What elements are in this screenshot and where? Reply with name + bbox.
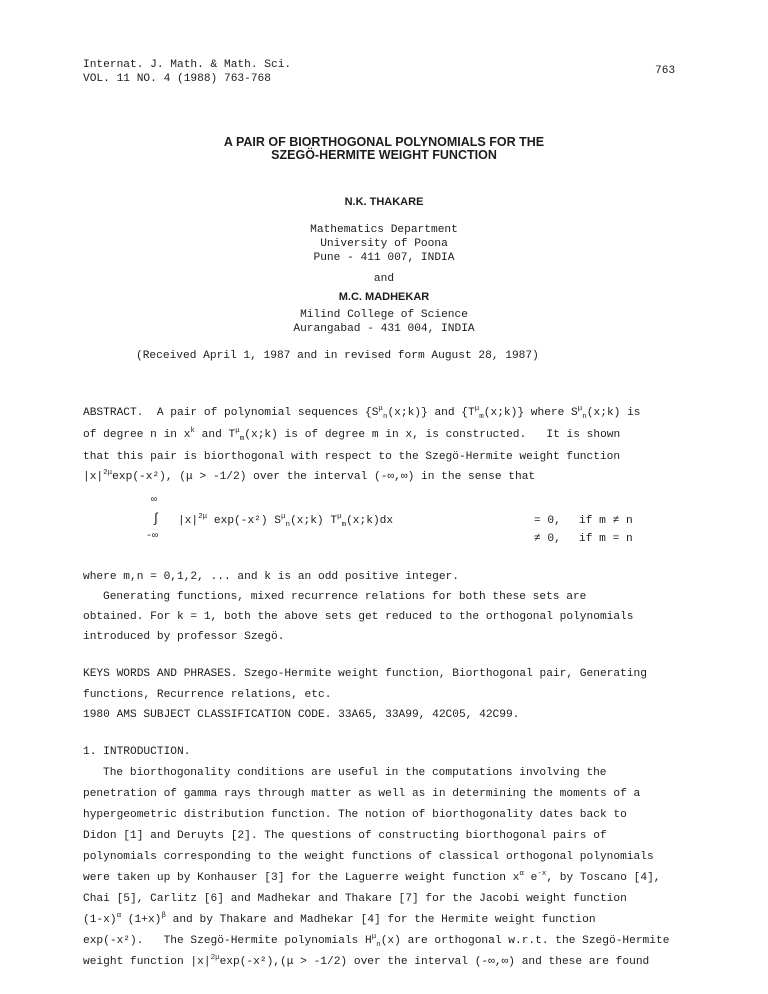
equation-condition-equal: if m = n: [579, 533, 633, 545]
and-connector: and: [373, 273, 395, 285]
page-number: 763: [655, 65, 676, 77]
equation-result-nonzero: ≠ 0,: [534, 533, 561, 545]
author2-affiliation-line2: Aurangabad - 431 004, INDIA: [293, 323, 475, 335]
journal-name: Internat. J. Math. & Math. Sci.: [83, 59, 292, 71]
author2-name: M.C. MADHEKAR: [338, 291, 430, 303]
received-date: (Received April 1, 1987 and in revised form August 28, 1987): [136, 350, 539, 362]
equation-condition-unequal: if m ≠ n: [579, 515, 633, 527]
intro-line6: were taken up by Konhauser [3] for the Laguerre weight function $x^\alpha$ $e^{-x}$, by Toscano [4],: [83, 870, 661, 884]
integral-lower-limit: -∞: [146, 531, 159, 542]
intro-line5: polynomials corresponding to the weight functions of classical orthogonal polynomials: [83, 851, 654, 863]
equation-result-zero: = 0,: [534, 515, 561, 527]
abstract-line3: that this pair is biorthogonal with respect to the Szegö-Hermite weight function: [83, 451, 621, 463]
integral-upper-limit: ∞: [151, 495, 158, 506]
integral-sign: ∫: [152, 511, 160, 526]
abstract-para2-line2: obtained. For k = 1, both the above sets get reduced to the orthogonal polynomials: [83, 611, 634, 623]
abstract-line4: $|x|^{2\mu}\exp(-x^2)$, (μ > -1/2) over the interval (-∞,∞) in the sense that: [83, 469, 536, 483]
integral-expression: $|x|^{2\mu}$ exp(-x²) $S^\mu_n(x;k)$ $T^\mu_m(x;k)dx$: [178, 513, 394, 529]
author2-affiliation-line1: Milind College of Science: [300, 309, 468, 321]
abstract-where-line: where m,n = 0,1,2, ... and k is an odd positive integer.: [83, 571, 459, 583]
author1-affiliation-line3: Pune - 411 007, INDIA: [313, 252, 455, 264]
intro-line4: Didon [1] and Deruyts [2]. The questions of constructing biorthogonal pairs of: [83, 830, 607, 842]
intro-line7: Chai [5], Carlitz [6] and Madhekar and Thakare [7] for the Jacobi weight function: [83, 893, 627, 905]
keywords-line1: KEYS WORDS AND PHRASES. Szego-Hermite weight function, Biorthogonal pair, Generating: [83, 668, 647, 680]
author1-affiliation-line2: University of Poona: [320, 238, 448, 250]
ams-classification: 1980 AMS SUBJECT CLASSIFICATION CODE. 33A65, 33A99, 42C05, 42C99.: [83, 709, 520, 721]
journal-volume: VOL. 11 NO. 4 (1988) 763-768: [83, 73, 271, 85]
intro-line9: exp(-x²). The Szegö-Hermite polynomials $H^\mu_n(x)$ are orthogonal w.r.t. the Szegö-Hermite: [83, 933, 670, 949]
author1-affiliation-line1: Mathematics Department: [310, 224, 458, 236]
author1-name: N.K. THAKARE: [344, 196, 424, 208]
abstract-para2-line3: introduced by professor Szegö.: [83, 631, 285, 643]
keywords-line2: functions, Recurrence relations, etc.: [83, 689, 332, 701]
paper-title-line2: SZEGÖ-HERMITE WEIGHT FUNCTION: [271, 148, 497, 162]
intro-line3: hypergeometric distribution function. The notion of biorthogonality dates back to: [83, 809, 627, 821]
intro-line10: weight function $|x|^{2\mu}\exp(-x^2),(\mu > -1/2)$ over the interval (-∞,∞) and these are found: [83, 954, 650, 968]
abstract-para2-line1: Generating functions, mixed recurrence relations for both these sets are: [103, 591, 587, 603]
paper-title-line1: A PAIR OF BIORTHOGONAL POLYNOMIALS FOR THE: [223, 135, 545, 149]
intro-line1: The biorthogonality conditions are useful in the computations involving the: [103, 767, 607, 779]
intro-line8: $(1-x)^\alpha$ $(1+x)^\beta$ and by Thakare and Madhekar [4] for the Hermite weight function: [83, 912, 596, 926]
abstract-line1: ABSTRACT. A pair of polynomial sequences $\{S^\mu_n(x;k)\}$ and $\{T^\mu_m(x;k)\}$ where $S^\mu_n(x;k)$ is: [83, 405, 641, 421]
section-heading-introduction: 1. INTRODUCTION.: [83, 746, 191, 758]
intro-line2: penetration of gamma rays through matter as well as in determining the moments of a: [83, 788, 641, 800]
abstract-heading: ABSTRACT.: [83, 407, 144, 419]
abstract-line2: of degree n in $x^k$ and $T^\mu_m(x;k)$ is of degree m in x, is constructed. It is shown: [83, 427, 621, 443]
